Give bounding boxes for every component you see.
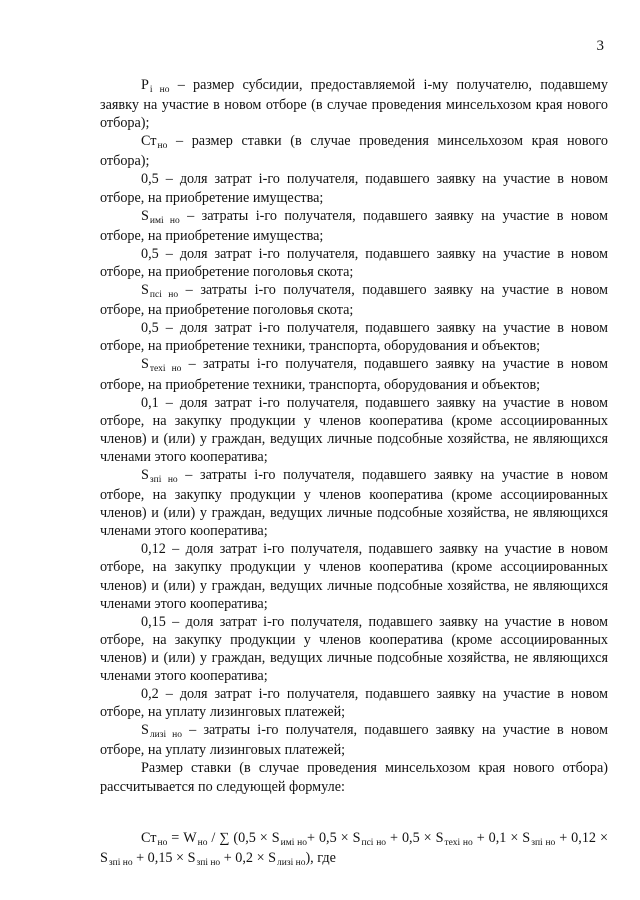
symbol: W bbox=[183, 829, 197, 846]
definition-paragraph bbox=[100, 207, 608, 245]
formula-operator: + 0,12 × bbox=[555, 829, 608, 846]
symbol: S bbox=[435, 829, 444, 846]
formula-term bbox=[268, 850, 305, 866]
formula-operator: / ∑ (0,5 × bbox=[207, 829, 272, 846]
formula-operator: + 0,15 × bbox=[132, 849, 188, 866]
document-body bbox=[100, 76, 608, 869]
definition-text: – затраты i-го получателя, подавшего заявку на участие в новом отборе, на приобретение имущества; bbox=[100, 207, 608, 244]
symbol: S bbox=[268, 849, 277, 866]
formula-operator: + 0,5 × bbox=[386, 829, 436, 846]
definition-text: 0,2 – доля затрат i-го получателя, подавшего заявку на участие в новом отборе, на уплату лизинговых платежей; bbox=[100, 686, 608, 721]
formula-term bbox=[353, 830, 386, 846]
definition-text: 0,1 – доля затрат i-го получателя, подавшего заявку на участие в новом отборе, на закупку продукции у членов кооператива (кроме ассоциированных членов) и (или) у граждан, ведущих личные подсобные хозяйства, не являющихся членами этого кооператива; bbox=[100, 394, 608, 465]
symbol: S bbox=[100, 849, 108, 866]
symbol-subscript: лизі но bbox=[149, 730, 182, 741]
definition-paragraph bbox=[100, 132, 608, 170]
symbol-subscript: зпі но bbox=[196, 857, 221, 868]
definition-text: 0,5 – доля затрат i-го получателя, подавшего заявку на участие в новом отборе, на приобретение техники, транспорта, оборудования и объектов; bbox=[100, 320, 608, 355]
formula-term bbox=[436, 830, 473, 846]
definition-text: – затраты i-го получателя, подавшего заявку на участие в новом отборе, на уплату лизинговых платежей; bbox=[100, 722, 608, 759]
symbol-subscript: но bbox=[157, 141, 168, 152]
symbol-subscript: псі но bbox=[149, 290, 179, 301]
symbol: S bbox=[187, 849, 196, 866]
definition-paragraph bbox=[100, 721, 608, 759]
definition-text: Размер ставки (в случае проведения минсельхозом края нового отбора) рассчитывается по следующей формуле: bbox=[100, 760, 608, 795]
symbol-subscript: псі но bbox=[361, 837, 387, 848]
formula-operator: + 0,1 × bbox=[472, 829, 523, 846]
formula-operator: = bbox=[167, 829, 184, 846]
formula-term bbox=[188, 850, 221, 866]
symbol-subscript: имі но bbox=[149, 215, 180, 226]
definition-text: 0,5 – доля затрат i-го получателя, подавшего заявку на участие в новом отборе, на приобретение поголовья скота; bbox=[100, 245, 608, 280]
definition-text: – размер субсидии, предоставляемой i-му получателю, подавшему заявку на участие в новом отборе (в случае проведения минсельхозом края нового отбора); bbox=[100, 77, 608, 132]
symbol-subscript: зпі но bbox=[108, 857, 133, 868]
symbol: S bbox=[352, 829, 361, 846]
symbol-subscript: но bbox=[157, 837, 168, 848]
symbol: S bbox=[141, 356, 149, 373]
page-number: 3 bbox=[596, 38, 604, 54]
symbol-subscript: техі но bbox=[444, 837, 473, 848]
formula-term bbox=[522, 830, 555, 846]
definition-paragraph bbox=[100, 759, 608, 795]
definition-text: – затраты i-го получателя, подавшего заявку на участие в новом отборе, на приобретение поголовья скота; bbox=[100, 282, 608, 319]
symbol: S bbox=[522, 829, 531, 846]
rate-formula bbox=[100, 829, 608, 869]
definition-paragraph bbox=[100, 466, 608, 540]
formula-operator: + 0,2 × bbox=[220, 849, 269, 866]
symbol: S bbox=[141, 207, 149, 224]
definition-text: – затраты i-го получателя, подавшего заявку на участие в новом отборе, на закупку продукции у членов кооператива (кроме ассоциированных членов) и (или) у граждан, ведущих личные подсобные хозяйства, не являющихся членами этого кооператива; bbox=[100, 466, 608, 540]
symbol-subscript: лизі но bbox=[277, 857, 306, 868]
definition-paragraph bbox=[100, 355, 608, 393]
symbol: S bbox=[141, 282, 149, 299]
definition-paragraph bbox=[100, 76, 608, 132]
definition-text: 0,15 – доля затрат i-го получателя, подавшего заявку на участие в новом отборе, на закупку продукции у членов кооператива (кроме ассоциированных членов) и (или) у граждан, ведущих личные подсобные хозяйства, не являющихся членами этого кооператива; bbox=[100, 613, 608, 684]
symbol: Ст bbox=[141, 829, 157, 846]
definition-text: – размер ставки (в случае проведения минсельхозом края нового отбора); bbox=[100, 133, 608, 170]
formula-operator: + 0,5 × bbox=[307, 829, 353, 846]
symbol-subscript: зпі но bbox=[149, 474, 178, 485]
definition-text: 0,5 – доля затрат i-го получателя, подавшего заявку на участие в новом отборе, на приобретение имущества; bbox=[100, 171, 608, 206]
definition-paragraph bbox=[100, 685, 608, 721]
definition-text: – затраты i-го получателя, подавшего заявку на участие в новом отборе, на приобретение техники, транспорта, оборудования и объектов; bbox=[100, 356, 608, 393]
definition-paragraph bbox=[100, 319, 608, 355]
formula-term bbox=[183, 830, 207, 846]
symbol: S bbox=[271, 829, 280, 846]
formula-term bbox=[272, 830, 307, 846]
definition-paragraph bbox=[100, 281, 608, 319]
symbol: P bbox=[141, 77, 149, 93]
definition-paragraph bbox=[100, 613, 608, 685]
symbol: S bbox=[141, 722, 149, 739]
definition-paragraph bbox=[100, 245, 608, 281]
symbol-subscript: i но bbox=[149, 85, 170, 95]
definition-text: 0,12 – доля затрат i-го получателя, подавшего заявку на участие в новом отборе, на закупку продукции у членов кооператива (кроме ассоциированных членов) и (или) у граждан, ведущих личные подсобные хозяйства, не являющихся членами этого кооператива; bbox=[100, 541, 608, 612]
symbol-subscript: зпі но bbox=[531, 837, 556, 848]
symbol-subscript: техі но bbox=[149, 364, 182, 375]
formula-operator: ), где bbox=[305, 849, 336, 866]
symbol: Ст bbox=[141, 133, 157, 150]
formula-lhs bbox=[141, 830, 167, 846]
definition-paragraph bbox=[100, 394, 608, 466]
symbol: S bbox=[141, 466, 149, 483]
definition-paragraph bbox=[100, 170, 608, 206]
definition-paragraph bbox=[100, 540, 608, 612]
formula-term bbox=[100, 850, 133, 866]
symbol-subscript: имі но bbox=[280, 837, 308, 848]
symbol-subscript: но bbox=[197, 837, 208, 848]
